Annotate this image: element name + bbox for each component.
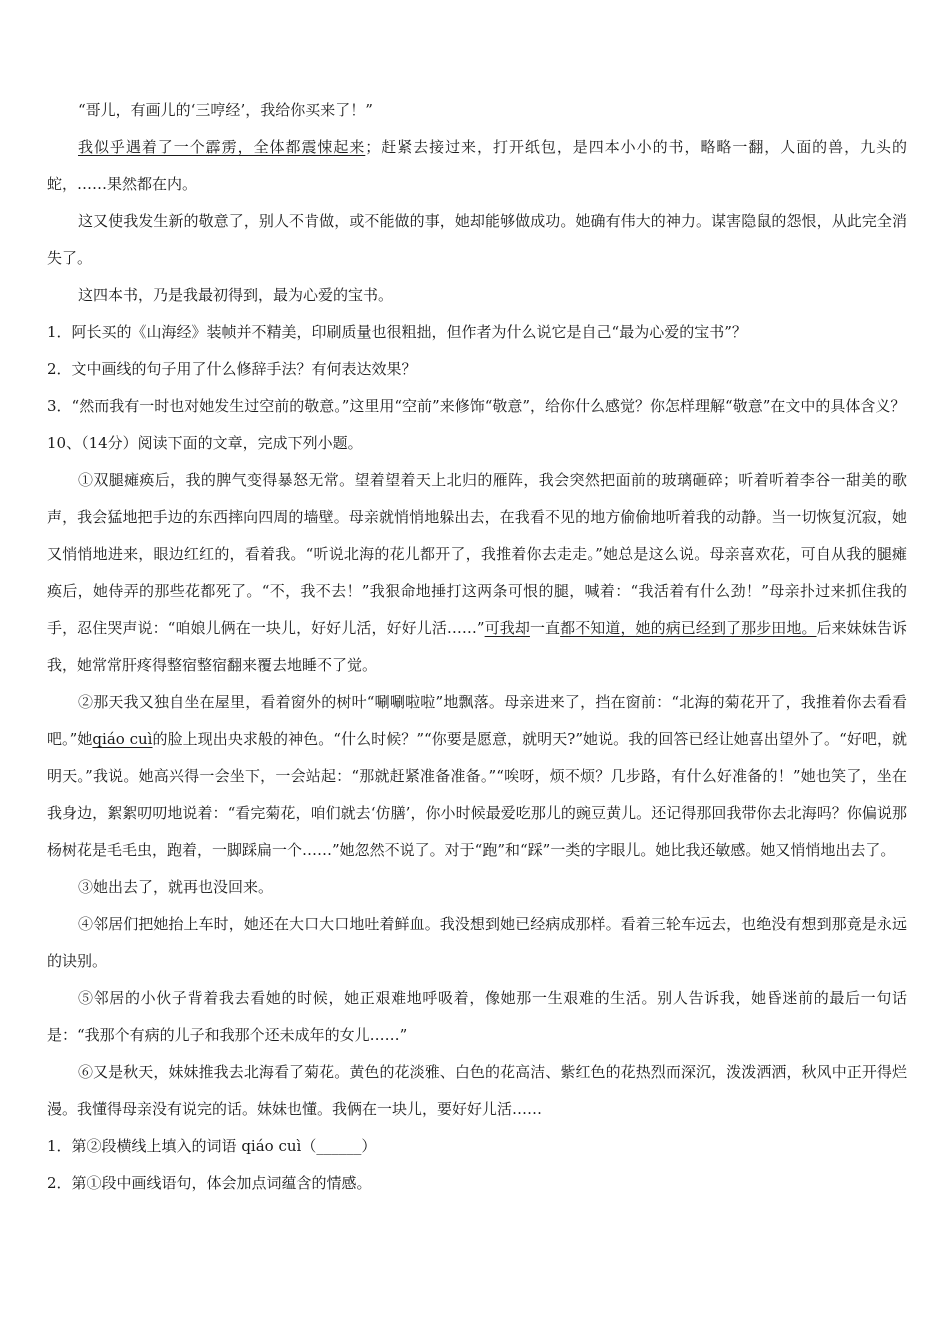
article-paragraph-6: ⑥又是秋天，妹妹推我去北海看了菊花。黄色的花淡雅、白色的花高洁、紫红色的花热烈而深沉，泼泼洒洒，秋风中正开得烂漫。我懂得母亲没有说完的话。妹妹也懂。我俩在一块儿，要好好儿活…… [47,1063,907,1118]
question-item [47,1128,907,1165]
paragraph-text: 后来妹妹告诉我，她常常肝疼得整宿整宿翻来覆去地睡不了觉。 [47,619,907,674]
section-heading: 10、（14分）阅读下面的文章，完成下列小题。 [47,434,363,452]
underlined-phrase: 都不知道，她的病已经到了那步田地。 [560,619,817,637]
paragraph-text: ；赶紧去接过来，打开纸包，是四本小小的书，略略一翻，人面的兽，九头的蛇，……果然都在内。 [47,138,907,193]
question-item: 2．文中画线的句子用了什么修辞手法？有何表达效果？ [47,360,417,378]
question-text: ） [361,1137,377,1155]
paragraph-text: ②那天我又独自坐在屋里，看着窗外的树叶“唰唰啦啦”地飘落。母亲进来了，挡在窗前：“北海的菊花开了，我推着你去看看吧。”她 [47,693,907,748]
question-item: 1．阿长买的《山海经》装帧并不精美，印刷质量也很粗拙，但作者为什么说它是自己“最为心爱的宝书”？ [47,323,747,341]
passage-paragraph: “哥儿，有画儿的‘三哼经’，我给你买来了！” [78,101,373,119]
paragraph-text: 一直 [529,619,561,637]
article-paragraph-5: ⑤邻居的小伙子背着我去看她的时候，她正艰难地呼吸着，像她那一生艰难的生活。别人告诉我，她昏迷前的最后一句话是：“我那个有病的儿子和我那个还未成年的女儿……” [47,989,907,1044]
passage-paragraph: 这又使我发生新的敬意了，别人不肯做，或不能做的事，她却能够做成功。她确有伟大的神力。谋害隐鼠的怨恨，从此完全消失了。 [47,212,907,267]
passage-paragraph [47,129,907,203]
question-text: 1．第②段横线上填入的词语 qiáo cuì（ [47,1137,317,1155]
question-item: 2．第①段中画线语句，体会加点词蕴含的情感。 [47,1174,372,1192]
article-paragraph-3: ③她出去了，就再也没回来。 [78,878,274,896]
underlined-phrase: 可我却 [484,619,530,637]
article-paragraph-1 [47,462,907,684]
pinyin-blank: qiáo cuì [92,730,153,748]
paragraph-text: ①双腿瘫痪后，我的脾气变得暴怒无常。望着望着天上北归的雁阵，我会突然把面前的玻璃砸碎；听着听着李谷一甜美的歌声，我会猛地把手边的东西摔向四周的墙壁。母亲就悄悄地躲出去，在我看不见的地方偷偷地听着我的动静。当一切恢复沉寂，她又悄悄地进来，眼边红红的，看着我。“听说北海的花儿都开了，我推着你去走走。”她总是这么说。母亲喜欢花，可自从我的腿瘫痪后，她侍弄的那些花都死了。“不，我不去！”我狠命地捶打这两条可恨的腿，喊着：“我活着有什么劲！”母亲扑过来抓住我的手，忍住哭声说：“咱娘儿俩在一块儿，好好儿活，好好儿活……” [47,471,907,637]
answer-blank[interactable]: ______ [316,1137,362,1155]
paragraph-text: 的脸上现出央求般的神色。“什么时候？”“你要是愿意，就明天?”她说。我的回答已经让她喜出望外了。“好吧，就明天。”我说。她高兴得一会坐下，一会站起：“那就赶紧准备准备。”“唉呀，烦不烦？几步路，有什么好准备的！”她也笑了，坐在我身边，絮絮叨叨地说着：“看完菊花，咱们就去‘仿膳’，你小时候最爱吃那儿的豌豆黄儿。还记得那回我带你去北海吗？你偏说那杨树花是毛毛虫，跑着，一脚踩扁一个……”她忽然不说了。对于“跑”和“踩”一类的字眼儿。她比我还敏感。她又悄悄地出去了。 [47,730,908,859]
passage-paragraph: 这四本书，乃是我最初得到，最为心爱的宝书。 [78,286,394,304]
underlined-sentence: 我似乎遇着了一个霹雳，全体都震悚起来 [78,138,366,156]
article-paragraph-2 [47,684,907,869]
article-paragraph-4: ④邻居们把她抬上车时，她还在大口大口地吐着鲜血。我没想到她已经病成那样。看着三轮车远去，也绝没有想到那竟是永远的诀别。 [47,915,907,970]
question-item: 3．“然而我有一时也对她发生过空前的敬意。”这里用“空前”来修饰“敬意”，给你什么感觉？你怎样理解“敬意”在文中的具体含义？ [47,397,906,415]
document-page [47,92,907,1202]
